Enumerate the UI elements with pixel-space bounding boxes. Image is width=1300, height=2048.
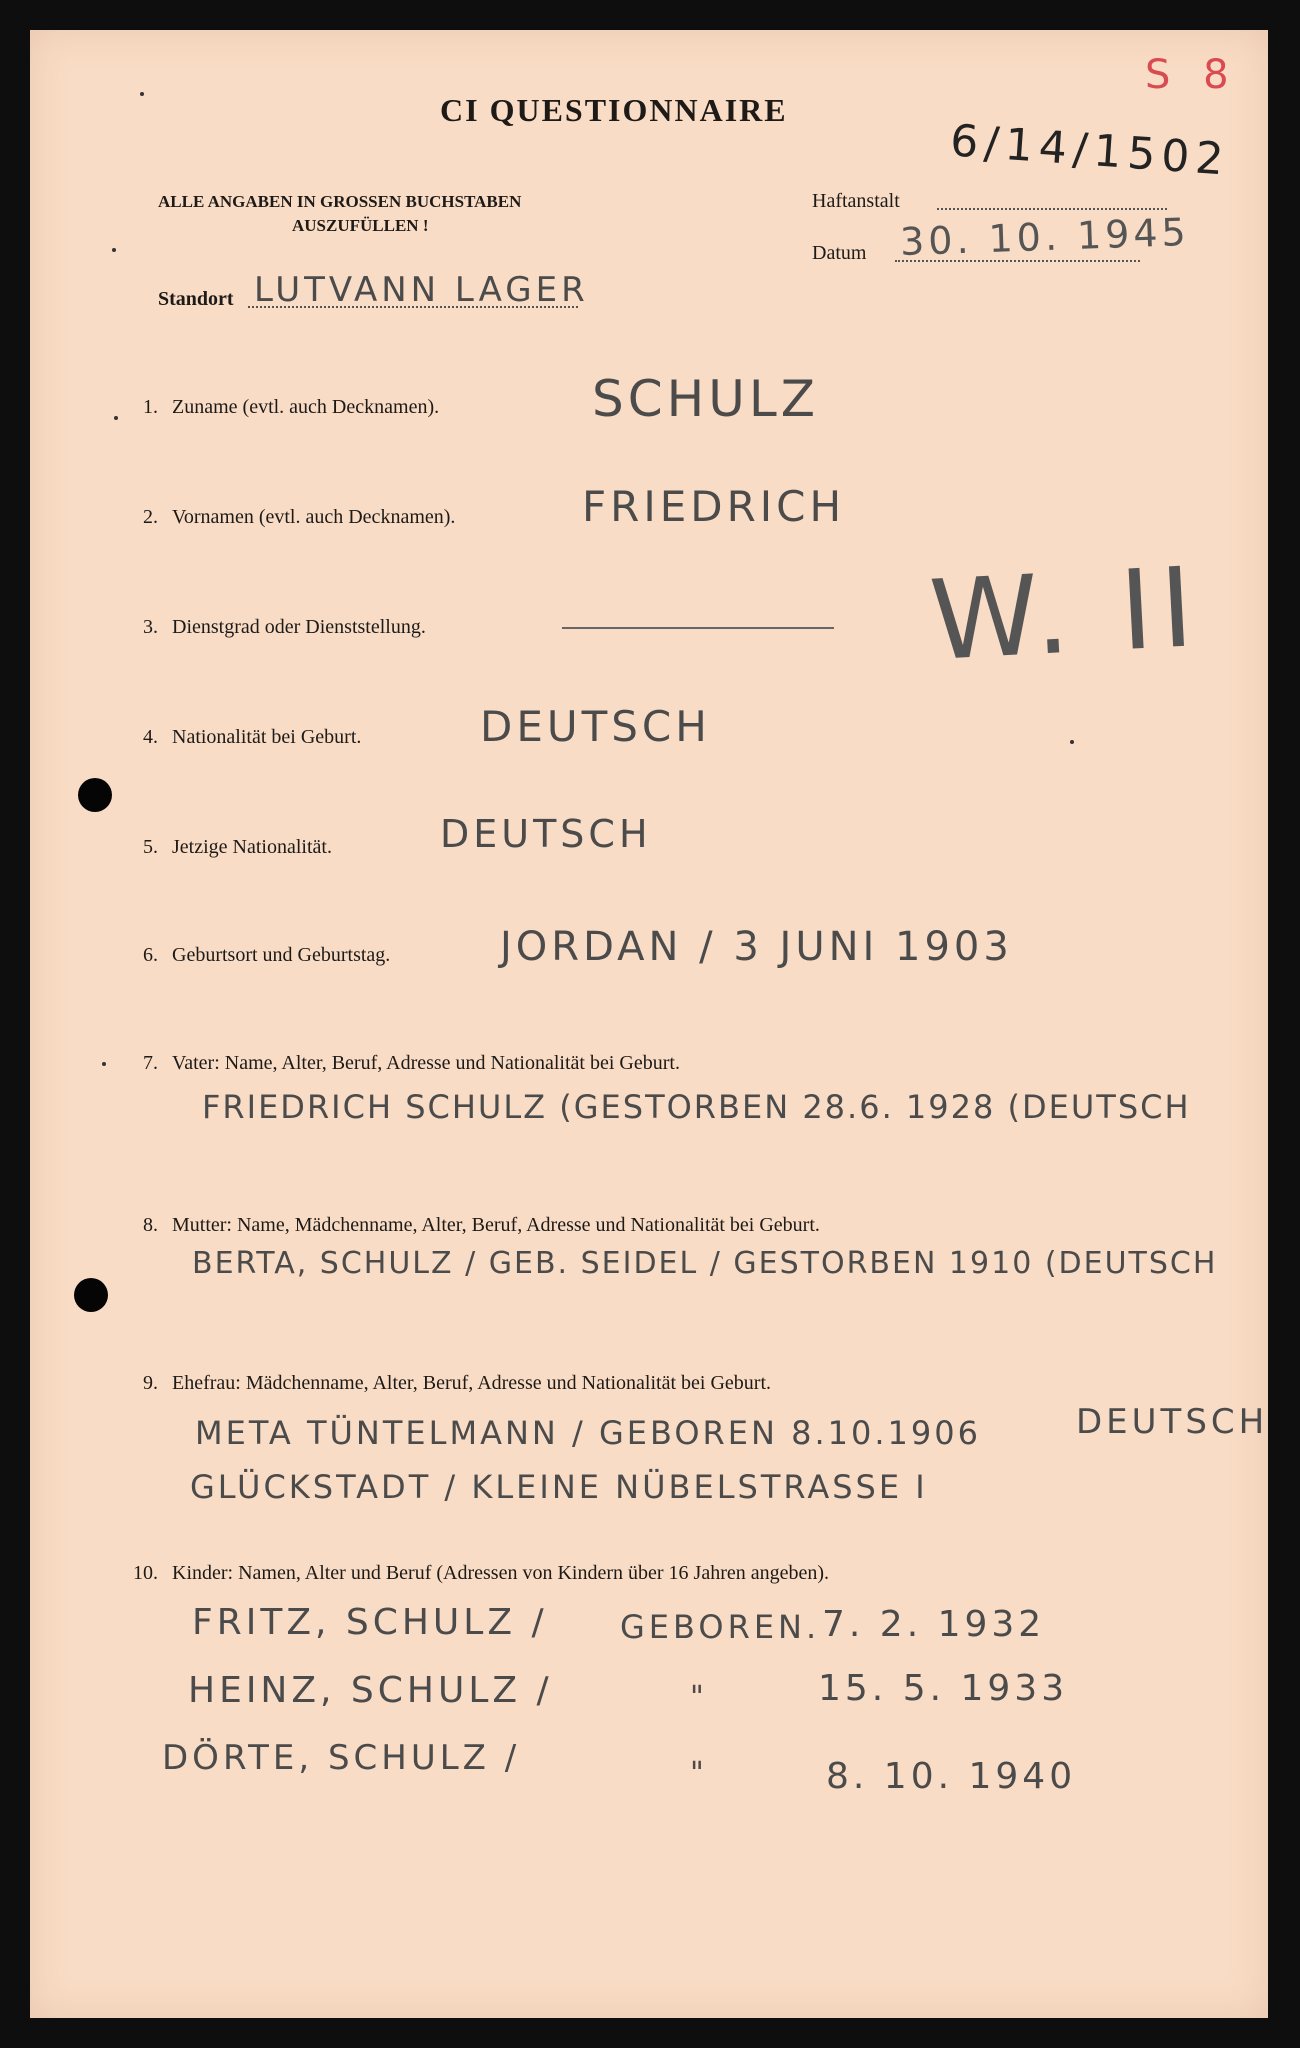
child-3-name: DÖRTE, SCHULZ / (162, 1738, 521, 1778)
question-6-label (118, 944, 390, 967)
question-number: 6. (143, 944, 158, 966)
question-3-dash (562, 627, 834, 629)
question-text: Kinder: Namen, Alter und Beruf (Adressen von Kindern über 16 Jahren angeben). (172, 1562, 830, 1584)
question-number: 4. (143, 726, 158, 748)
question-3-label (118, 616, 426, 639)
child-1-ditto: GEBOREN. (620, 1608, 821, 1646)
speck (112, 248, 116, 252)
punch-hole-bottom (74, 1278, 108, 1312)
child-1-date: 7. 2. 1932 (822, 1604, 1046, 1645)
speck (1070, 740, 1074, 744)
question-10-label (118, 1562, 829, 1585)
speck (140, 92, 144, 96)
question-9-answer: META TÜNTELMANN / GEBOREN 8.10.1906 (195, 1414, 981, 1452)
question-number: 1. (143, 396, 158, 418)
child-2-ditto: " (690, 1680, 708, 1715)
speck (102, 1062, 106, 1066)
question-text: Geburtsort und Geburtstag. (172, 944, 391, 966)
question-4-answer: DEUTSCH (480, 702, 711, 751)
question-6-answer: JORDAN / 3 JUNI 1903 (500, 924, 1013, 970)
question-9-nationality: DEUTSCH (1076, 1402, 1269, 1442)
standort-label: Standort (158, 288, 234, 310)
question-1-answer: SCHULZ (592, 370, 819, 428)
instructions-line1: ALLE ANGABEN IN GROSSEN BUCHSTABEN (158, 192, 522, 211)
haftanstalt-line (937, 208, 1167, 210)
question-text: Vornamen (evtl. auch Decknamen). (172, 506, 456, 528)
question-9-label (118, 1372, 771, 1395)
question-number: 10. (133, 1562, 158, 1584)
standort-value: LUTVANN LAGER (254, 270, 589, 310)
haftanstalt-label: Haftanstalt (812, 190, 900, 212)
instructions-line2: AUSZUFÜLLEN ! (292, 216, 429, 235)
page-title: CI QUESTIONNAIRE (440, 92, 788, 128)
question-2-answer: FRIEDRICH (582, 482, 846, 531)
question-number: 8. (143, 1214, 158, 1236)
question-number: 5. (143, 836, 158, 858)
question-text: Nationalität bei Geburt. (172, 726, 362, 748)
child-3-date: 8. 10. 1940 (826, 1756, 1077, 1797)
question-8-label (118, 1214, 820, 1237)
question-text: Jetzige Nationalität. (172, 836, 332, 858)
question-number: 7. (143, 1052, 158, 1074)
question-4-label (118, 726, 361, 749)
child-1-name: FRITZ, SCHULZ / (192, 1602, 548, 1643)
question-text: Zuname (evtl. auch Decknamen). (172, 396, 440, 418)
datum-value: 30. 10. 1945 (899, 209, 1191, 265)
speck (114, 416, 118, 420)
child-2-date: 15. 5. 1933 (818, 1668, 1069, 1709)
punch-hole-top (78, 778, 112, 812)
question-text: Dienstgrad oder Dienststellung. (172, 616, 426, 638)
question-9-address: GLÜCKSTADT / KLEINE NÜBELSTRASSE I (190, 1468, 928, 1506)
question-number: 9. (143, 1372, 158, 1394)
question-text: Mutter: Name, Mädchenname, Alter, Beruf, Adresse und Nationalität bei Geburt. (172, 1214, 820, 1236)
question-8-answer: BERTA, SCHULZ / GEB. SEIDEL / GESTORBEN 1910 (DEUTSCH (192, 1246, 1218, 1281)
question-5-answer: DEUTSCH (440, 812, 652, 856)
question-7-label (118, 1052, 680, 1075)
question-1-label (118, 396, 439, 419)
questionnaire-page (30, 30, 1268, 2018)
datum-label: Datum (812, 242, 867, 264)
question-5-label (118, 836, 332, 859)
question-text: Ehefrau: Mädchenname, Alter, Beruf, Adresse und Nationalität bei Geburt. (172, 1372, 772, 1394)
child-3-ditto: " (690, 1756, 708, 1791)
corner-mark: S 8 (1145, 52, 1239, 98)
question-text: Vater: Name, Alter, Beruf, Adresse und Nationalität bei Geburt. (172, 1052, 680, 1074)
question-number: 3. (143, 616, 158, 638)
margin-mark: W. II (926, 542, 1205, 686)
question-number: 2. (143, 506, 158, 528)
question-7-answer: FRIEDRICH SCHULZ (GESTORBEN 28.6. 1928 (DEUTSCH (202, 1088, 1191, 1126)
file-number: 6/14/1502 (948, 115, 1232, 186)
child-2-name: HEINZ, SCHULZ / (188, 1670, 553, 1711)
question-2-label (118, 506, 455, 529)
